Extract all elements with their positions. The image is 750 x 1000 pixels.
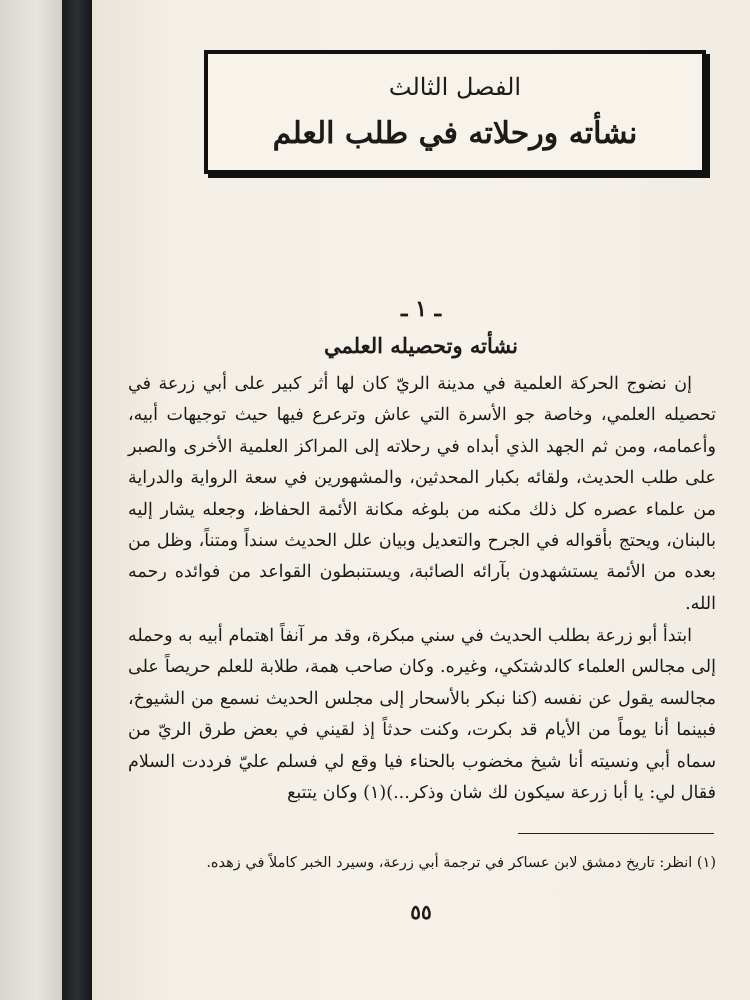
book-spine bbox=[62, 0, 92, 1000]
book-page bbox=[92, 0, 750, 1000]
paragraph-2 bbox=[128, 621, 716, 809]
paragraph-text: إن نضوج الحركة العلمية في مدينة الريّ كان لها أثر كبير على أبي زرعة في تحصيله العلمي، وخاصة جو الأسرة التي عاش وترعرع فيها حيث توجيهات أبيه، وأعمامه، ومن ثم الجهد الذي أبداه في رحلاته إلى المراكز العلمية الأخرى والصبر على طلب الحديث، ولقائه بكبار المحدثين، والمشهورين في سعة الرواية والدراية من علماء عصره كل ذلك مكنه من بلوغه مكانة الأئمة الحفاظ، وجعله يشار إليه بالبنان، ويحتج بأقواله في الجرح والتعديل وبيان علل الحديث سنداً ومتناً، وظل من بعده من الأئمة يستشهدون بآرائه الصائبة، ويستنبطون القواعد من فوائده رحمه الله. bbox=[128, 374, 716, 614]
chapter-title: نشأته ورحلاته في طلب العلم bbox=[272, 116, 638, 151]
section-number: ـ ١ ـ bbox=[400, 296, 442, 322]
paragraph-1 bbox=[128, 369, 716, 620]
facing-page-edge bbox=[0, 0, 62, 1000]
chapter-title-box bbox=[204, 50, 706, 174]
footnote: (١) انظر: تاريخ دمشق لابن عساكر في ترجمة أبي زرعة، وسيرد الخبر كاملاً في زهده. bbox=[206, 855, 716, 871]
footnote-divider bbox=[518, 833, 714, 834]
page-number: ٥٥ bbox=[410, 900, 432, 924]
chapter-label: الفصل الثالث bbox=[388, 73, 522, 101]
section-title: نشأته وتحصيله العلمي bbox=[324, 333, 518, 358]
paragraph-text: ابتدأ أبو زرعة بطلب الحديث في سني مبكرة، وقد مر آنفاً اهتمام أبيه به وحمله إلى مجالس العلماء كالدشتكي، وغيره. وكان صاحب همة، طلابة للعلم حريصاً على مجالسه يقول عن نفسه (كنا نبكر بالأسحار إلى مجلس الحديث نسمع من الشيوخ، فبينما أنا يوماً من الأيام قد بكرت، وكنت حدثاً إذ لقيني في بعض طرق الريّ من سماه أبي ونسيته أنا شيخ مخضوب بالحناء فيا وقع لي فسلم عليّ فرددت السلام فقال لي: يا أبا زرعة سيكون لك شان وذكر...)(١) وكان يتتبع bbox=[128, 626, 716, 804]
